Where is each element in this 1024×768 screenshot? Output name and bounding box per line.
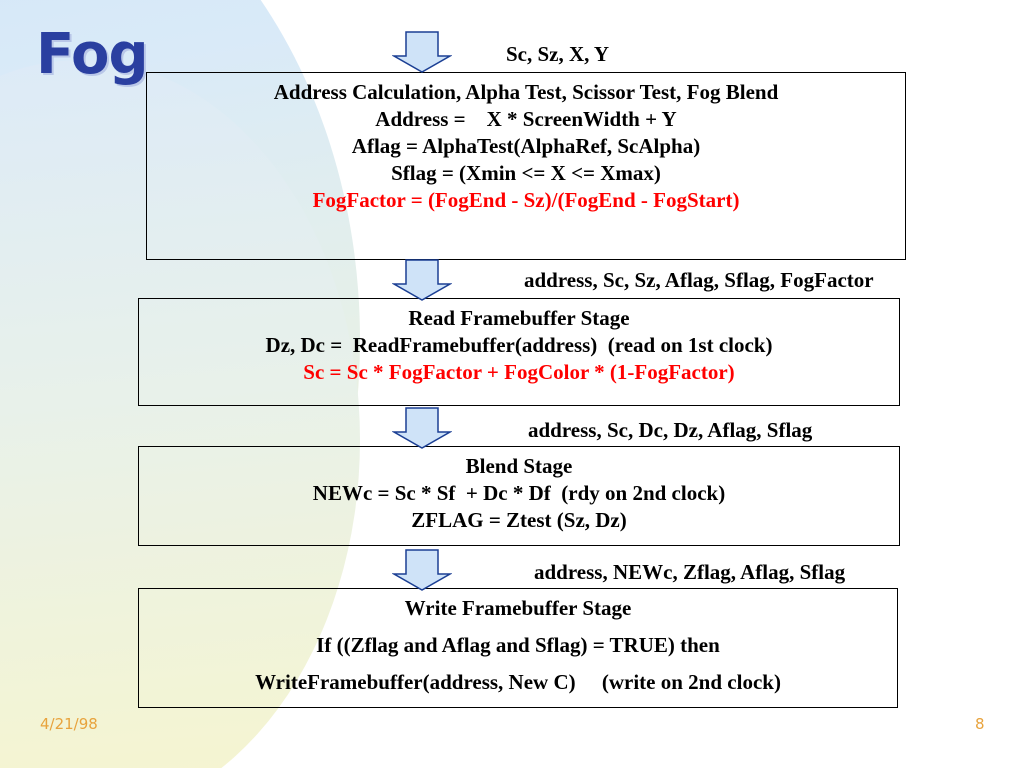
footer-date: 4/21/98 [40, 715, 98, 733]
flow-input-label: Sc, Sz, X, Y [506, 42, 610, 66]
flow-edge-label-1: address, Sc, Dc, Dz, Aflag, Sflag [528, 418, 813, 442]
stage-line: ZFLAG = Ztest (Sz, Dz) [411, 507, 627, 532]
stage-line-highlight: Sc = Sc * FogFactor + FogColor * (1-FogFactor) [303, 359, 735, 384]
stage-line-highlight: FogFactor = (FogEnd - Sz)/(FogEnd - FogStart) [312, 187, 740, 212]
stage-line: Blend Stage [465, 454, 573, 478]
stage-box-read-framebuffer [138, 298, 900, 406]
flow-edge-label-0: address, Sc, Sz, Aflag, Sflag, FogFactor [524, 268, 874, 292]
stage-line: Dz, Dc = ReadFramebuffer(address) (read on 1st clock) [265, 332, 773, 357]
stage-line: NEWc = Sc * Sf + Dc * Df (rdy on 2nd clock) [312, 480, 726, 505]
stage-box-address-calculation [146, 72, 906, 260]
stage-box-blend [138, 446, 900, 546]
stage-line: Sflag = (Xmin <= X <= Xmax) [391, 160, 661, 185]
stage-line: Address Calculation, Alpha Test, Scissor Test, Fog Blend [273, 80, 779, 104]
stage-box-write-framebuffer [138, 588, 898, 708]
stage-line: If ((Zflag and Aflag and Sflag) = TRUE) then [316, 632, 720, 657]
stage-line: Address = X * ScreenWidth + Y [375, 106, 677, 131]
stage-line: Aflag = AlphaTest(AlphaRef, ScAlpha) [351, 133, 701, 158]
stage-line: Write Framebuffer Stage [404, 596, 632, 620]
stage-line: WriteFramebuffer(address, New C) (write on 2nd clock) [255, 669, 781, 694]
down-arrow-icon-0 [392, 30, 452, 74]
down-arrow-icon-1 [392, 258, 452, 302]
footer-page-number: 8 [975, 715, 985, 733]
stage-line: Read Framebuffer Stage [408, 306, 630, 330]
page-title: Fog [36, 22, 148, 87]
down-arrow-icon-2 [392, 406, 452, 450]
down-arrow-icon-3 [392, 548, 452, 592]
flow-edge-label-2: address, NEWc, Zflag, Aflag, Sflag [534, 560, 846, 584]
